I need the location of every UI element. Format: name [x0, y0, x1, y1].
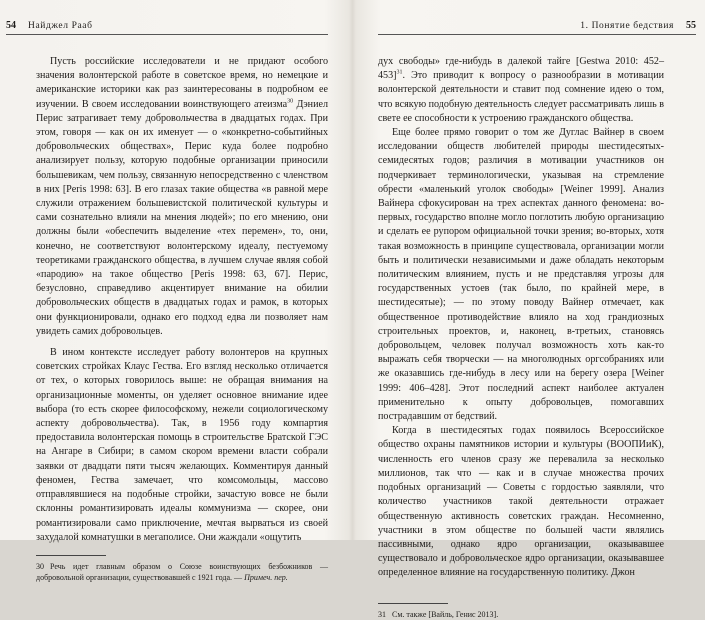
left-paragraph-2: В ином контексте исследует работу волонтеров на крупных советских стройках Клаус Гества. Его взгляд несколько отличается от тех, о которых говорилось выше: не обращая внимания на организационные моменты, он уделяет основное внимание идее выбора (то есть скорее философскому, нежели социологическому аспекту добровольчества). Так, в 1956 году компартия предоставила волонтерская помощь в строительстве Братской ГЭС на Ангаре в Сибири; в самом скором времени власти собрали заявки от двадцати пяти тысяч желающих. Комментируя данный феномен, Гества замечает, что комсомольцы, массово отправлявшиеся на подобные стройки, зачастую вовсе не были склонны романтизировать идеалы коммунизма — скорее, они романтизировали само приключение, мечтая вырваться из своей захудалой комнатушки в мегаполисе. Они жаждали «ощутить — [36, 347, 328, 543]
left-footnote-text: Речь идет главным образом о Союзе воинствующих безбожников — добровольной организации, существовавшей с 1921 года. — — [36, 561, 328, 582]
right-paragraph-1-continuation: . Это приводит к вопросу о разнообразии в мотивации волонтерской деятельности и ставит под сомнение идею о том, что всякую подобную деятельность следует рассматривать лишь в свете ее способности к устроению гражданского общества. — [378, 70, 664, 124]
right-paragraph-3: Когда в шестидесятых годах появилось Всероссийское общество охраны памятников истории и культуры (ВООПИиК), численность его членов сразу же перевалила за несколько миллионов, так что — как и в случае множества прочих подобных организаций — Советы с гордостью заявляли, что количество участников такой деятельности отражает общественную активность советских граждан. Несомненно, участники в этом обществе по большей части являлись пассивными, однако ядро организации, оказывавшее существовало и добровольческое ядро организации, оказывавшее определенное влияние на государственную политику. Джон — [378, 425, 664, 579]
right-footnote-text: См. также [Вайль, Генис 2013]. — [392, 609, 499, 619]
footnote-rule — [36, 555, 106, 556]
right-footnote-mark: 31 — [378, 609, 386, 619]
right-running-title: 1. Понятие бедствия — [580, 21, 674, 31]
right-footnote — [378, 609, 664, 620]
left-page — [0, 0, 352, 582]
right-page-number: 55 — [686, 20, 696, 31]
footnote-rule — [378, 603, 448, 604]
left-footnote-mark: 30 — [36, 561, 44, 571]
right-paragraph-2: Еще более прямо говорит о том же Дуглас Вайнер в своем исследовании обществ любителей природы шестидесятых-семидесятых годов; различия в мотивации участников он подчеркивает терминологически, указывая на стремление обрести «маленький уголок свободы» [Weiner 1999]. Анализ Вайнера сфокусирован на трех аспектах данного феномена: во-первых, государство вполне могло поглотить любую организацию и сделать ее рупором официальной точки зрения; во-вторых, хотя такая возможность в принципе существовала, организации могли быть и политически независимыми и даже обладать некоторым политическим влиянием, пусть и не представляя угрозы для государственных устоев (так было, по крайней мере, в шестидесятые); — по этому поводу Вайнер отмечает, как общественное противодействие влияло на ход грандиозных строительных проектов, и, наконец, в-третьих, становясь добровольцем, человек получал возможность хоть как-то выражать себя творчески — на многолюдных оргсобраниях или же оказавшись где-нибудь в лесу или на берегу озера [Weiner 1999: 406–428]. Этот последний аспект наиболее актуален применительно к опыту добровольцев, помогавших пострадавшим от бедствий. — [378, 127, 664, 423]
right-paragraph-1 — [378, 55, 664, 126]
right-paragraph-1-text: дух свободы» где-нибудь в далекой тайге [Gestwa 2010: 452–453] — [378, 56, 664, 82]
footnote-ref-30: 30 — [287, 98, 294, 105]
right-page — [352, 0, 704, 619]
translator-note-label: Примеч. пер. — [244, 572, 288, 582]
left-running-head — [6, 20, 328, 35]
left-paragraph-1-text: Пусть российские исследователи и не придают особого значения волонтерской работе в советское время, но немецкие и американские историки как раз заинтересованы в подробном ее изучении. В своем исследовании воинствующего атеизма — [36, 56, 328, 110]
left-paragraph-1-continuation: Дэниел Перис затрагивает тему добровольчества в двадцатых годах. При этом, говоря — как он их именует — о «конкретно-событийных добровольческих обществах», Перис куда более подробно анализирует пользу, которую подобные организации приносили большевикам, чем пользу, связанную непосредственно с членством в них [Peris 1998: 63]. В его глазах такие общества «в равной мере служили отражением большевистской политической культуры и сами сознательно влияли на мнения людей»; по его мнению, они должны были «обеспечить выделение «тех перемен», то, они, конечно, не соответствуют волонтерскому идеалу, пестуемому теоретиками гражданского общества, в лучшем случае являя собой «пародию» на такое общество [Peris 1998: 63, 67]. Перис, безусловно, справедливо акцентирует внимание на обилии добровольческих обществ в двадцатых годах и рамок, в которых они функционировали, однако его подход едва ли позволяет нам увидеть самих добровольцев. — [36, 98, 329, 337]
left-running-title: Найджел Рааб — [28, 21, 93, 31]
right-running-head — [378, 20, 696, 35]
footnote-ref-31: 31 — [396, 69, 403, 76]
right-footnotes — [378, 603, 664, 620]
left-footnote — [36, 561, 328, 583]
left-page-number: 54 — [6, 20, 16, 31]
left-paragraph-1 — [36, 55, 328, 339]
